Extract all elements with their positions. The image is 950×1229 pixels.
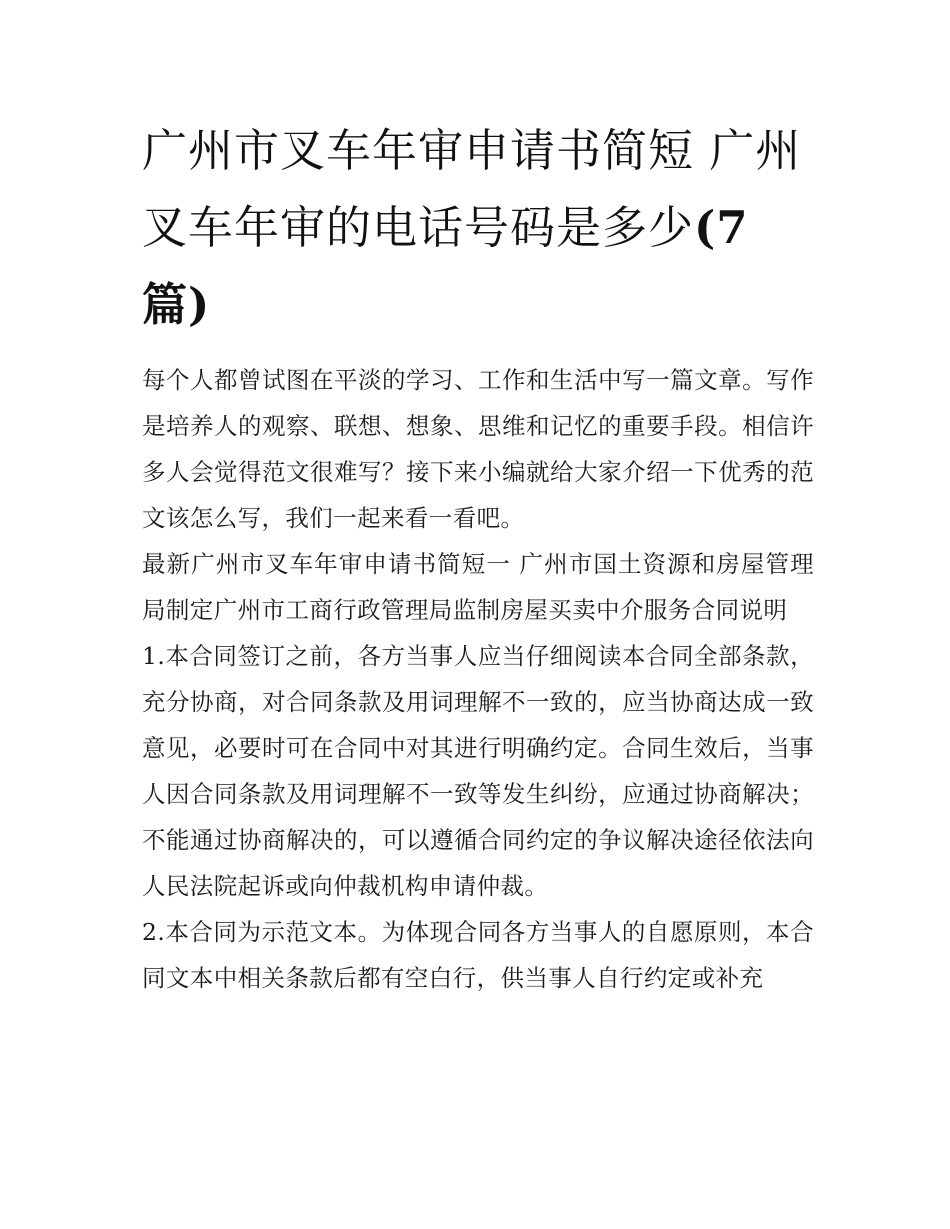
clause-1-paragraph: 1.本合同签订之前，各方当事人应当仔细阅读本合同全部条款，充分协商，对合同条款及用词理解不一致的，应当协商达成一致意见，必要时可在合同中对其进行明确约定。合同生效后，当事人因合同条款及用词理解不一致等发生纠纷，应通过协商解决；不能通过协商解决的，可以遵循合同约定的争议解决途径依法向人民法院起诉或向仲裁机构申请仲裁。	[142, 642, 814, 900]
section-heading-paragraph: 最新广州市叉车年审申请书简短一 广州市国土资源和房屋管理局制定广州市工商行政管理局监制房屋买卖中介服务合同说明	[142, 550, 814, 624]
document-title	[142, 112, 814, 343]
intro-paragraph: 每个人都曾试图在平淡的学习、工作和生活中写一篇文章。写作是培养人的观察、联想、想象、思维和记忆的重要手段。相信许多人会觉得范文很难写？接下来小编就给大家介绍一下优秀的范文该怎么写，我们一起来看一看吧。	[142, 366, 814, 532]
document-content	[142, 112, 814, 1001]
clause-2-paragraph: 2.本合同为示范文本。为体现合同各方当事人的自愿原则，本合同文本中相关条款后都有空白行，供当事人自行约定或补充	[142, 918, 814, 992]
document-title-suffix: (7 篇)	[142, 201, 749, 331]
document-title-main: 广州市叉车年审申请书简短 广州叉车年审的电话号码是多少	[142, 124, 802, 254]
